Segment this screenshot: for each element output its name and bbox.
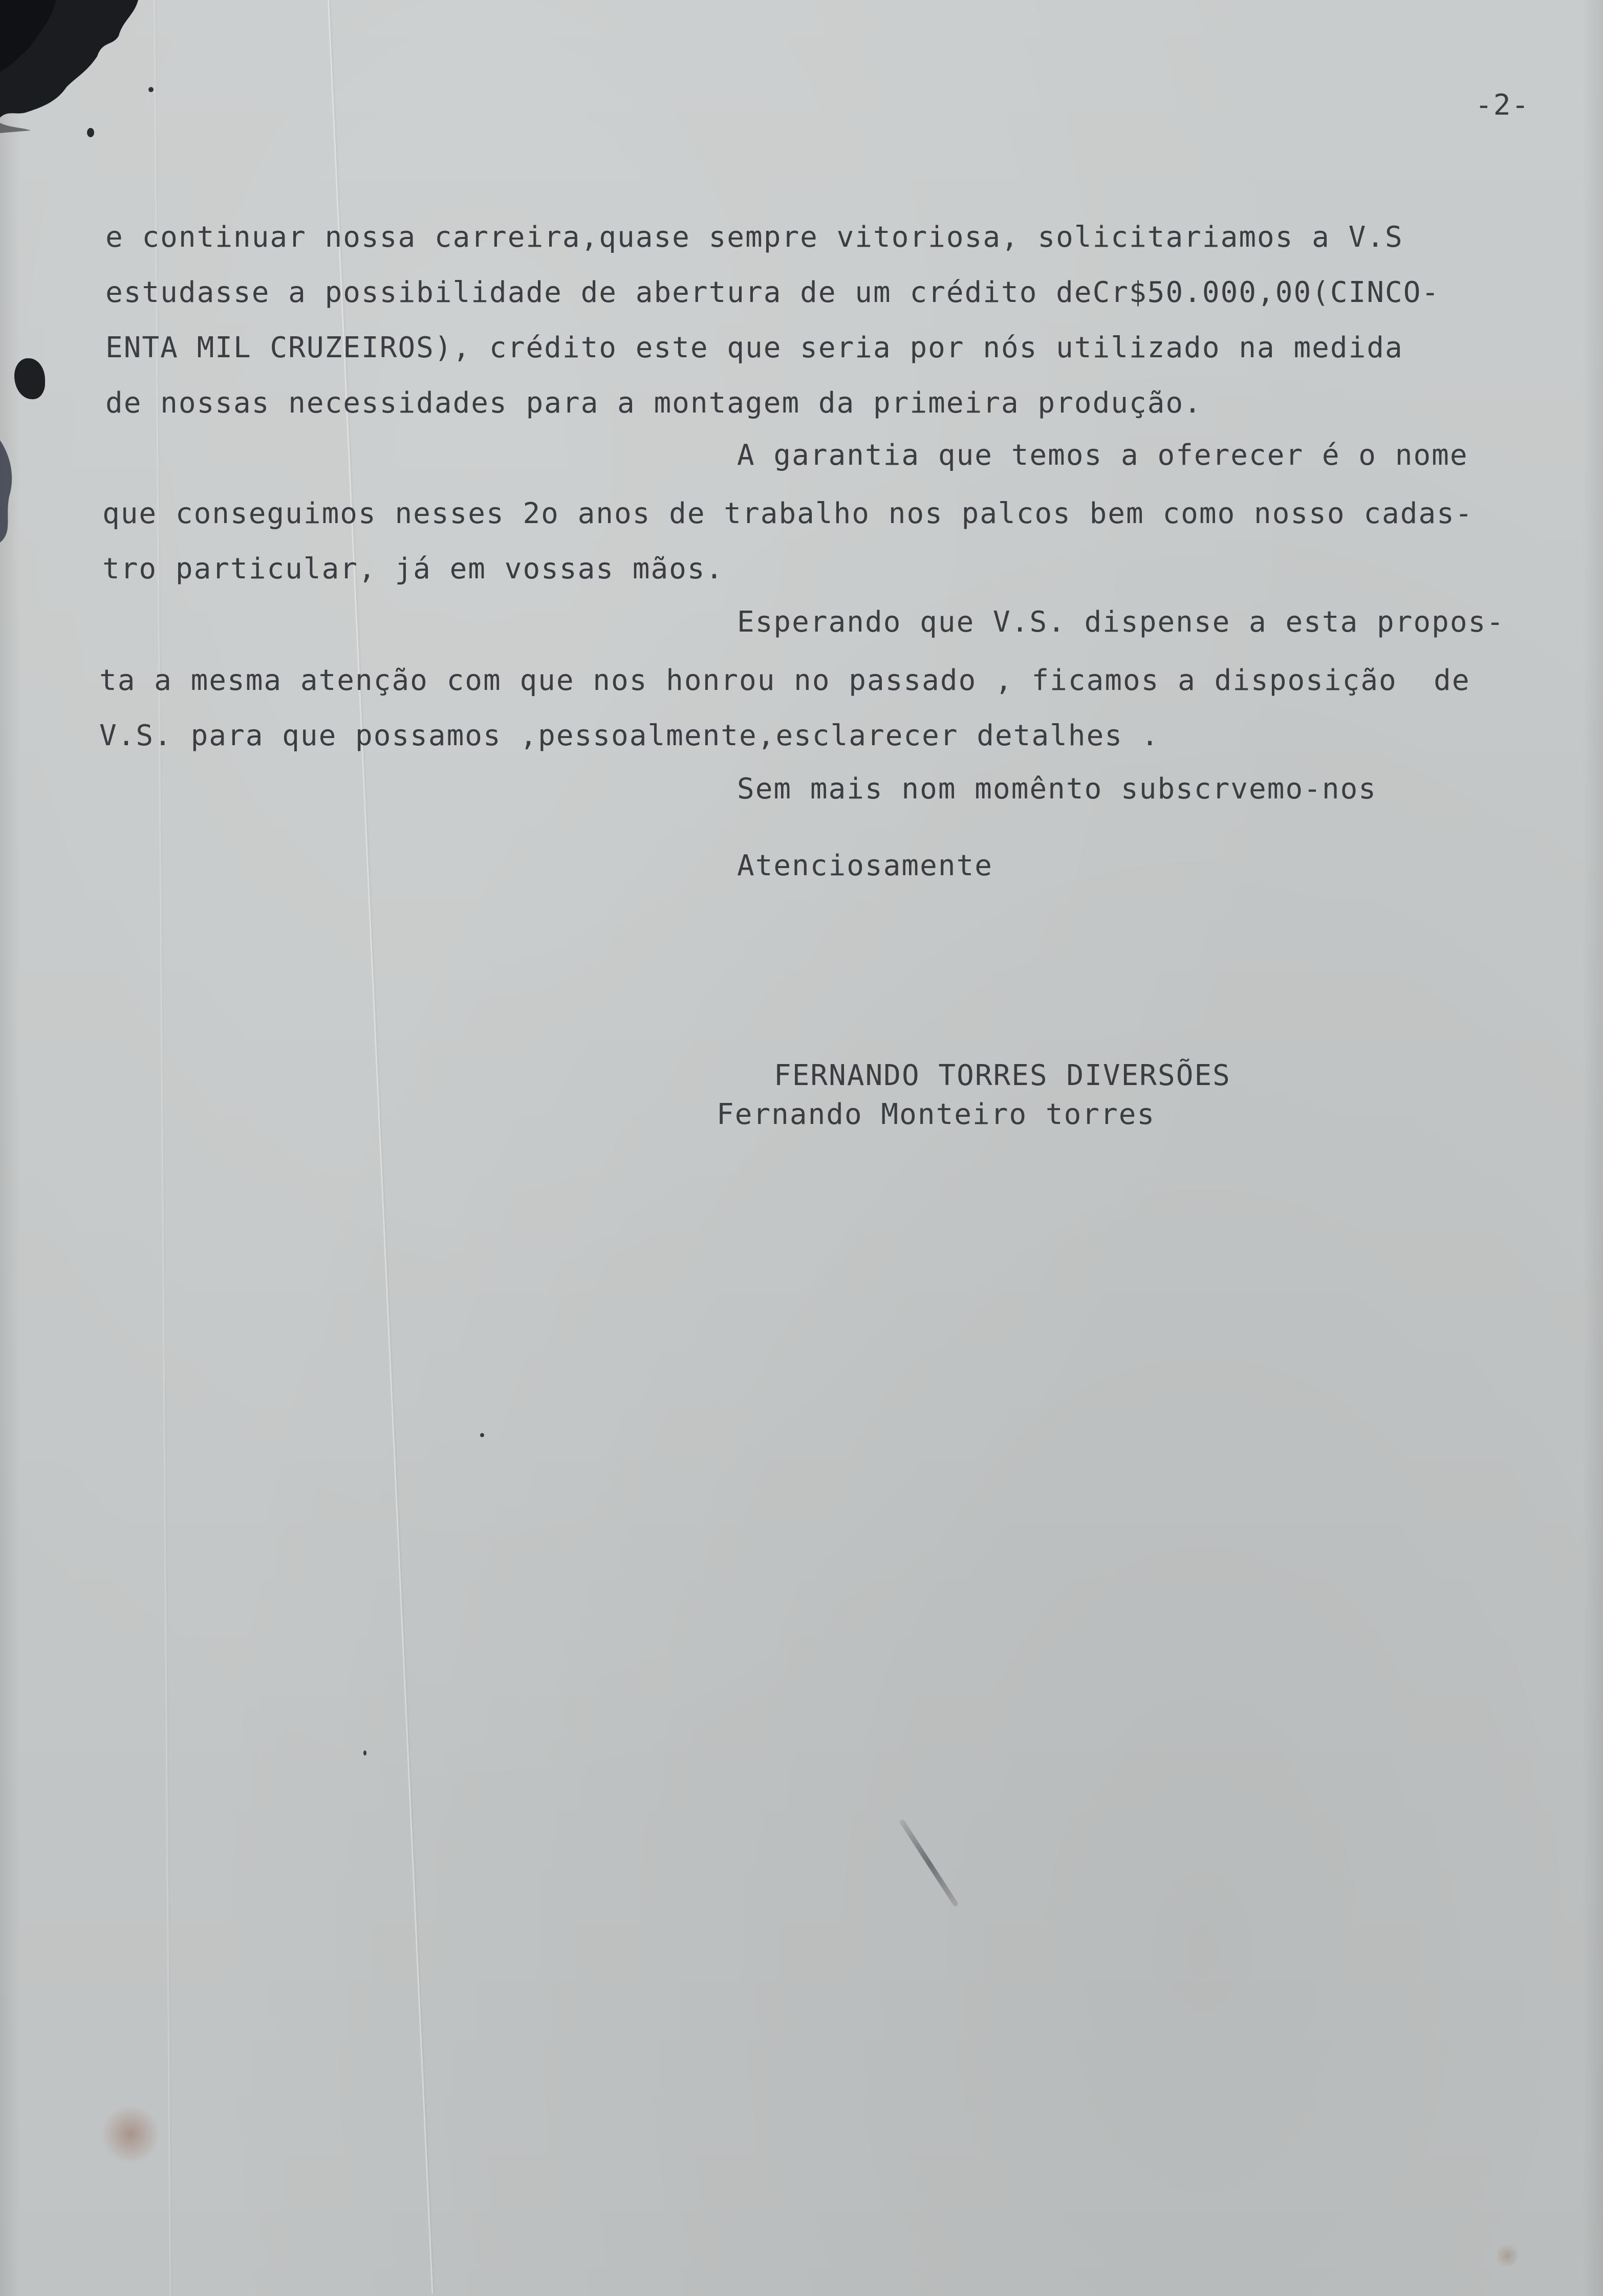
- signature-name: Fernando Monteiro torres: [717, 1098, 1156, 1131]
- rust-stain: [1497, 2242, 1518, 2270]
- page-number: -2-: [1475, 89, 1530, 122]
- left-edge-damage: [0, 440, 31, 543]
- body-line: estudasse a possibilidade de abertura de um crédito deCr$50.000,00(CINCO-: [105, 276, 1440, 309]
- torn-corner-damage: [0, 0, 143, 133]
- paper-edge-shadow: [0, 0, 20, 2296]
- ink-speck: [87, 128, 94, 137]
- pen-stroke-mark: [899, 1818, 959, 1907]
- signature-company: FERNANDO TORRES DIVERSÕES: [774, 1059, 1231, 1092]
- body-line: que conseguimos nesses 2o anos de trabalho nos palcos bem como nosso cadas-: [102, 497, 1474, 530]
- ink-dot: [480, 1433, 484, 1437]
- body-line: ta a mesma atenção com que nos honrou no passado , ficamos a disposição de: [99, 664, 1470, 697]
- body-line: Sem mais nom momênto subscrvemo-nos: [737, 772, 1377, 806]
- body-line: tro particular, já em vossas mãos.: [102, 552, 724, 586]
- body-line: ENTA MIL CRUZEIROS), crédito este que seria por nós utilizado na medida: [105, 331, 1403, 364]
- rust-stain: [102, 2104, 159, 2165]
- ink-dot: [363, 1750, 366, 1756]
- body-line: de nossas necessidades para a montagem da primeira produção.: [105, 386, 1202, 420]
- closing-salutation: Atenciosamente: [737, 849, 993, 882]
- paper-edge-shadow-right: [1583, 0, 1603, 2296]
- ink-speck: [148, 87, 154, 92]
- body-line: e continuar nossa carreira,quase sempre vitoriosa, solicitariamos a V.S: [105, 221, 1403, 254]
- body-line: Esperando que V.S. dispense a esta propos-: [737, 605, 1505, 639]
- body-line: V.S. para que possamos ,pessoalmente,esclarecer detalhes .: [99, 719, 1160, 752]
- body-line: A garantia que temos a oferecer é o nome: [737, 439, 1468, 472]
